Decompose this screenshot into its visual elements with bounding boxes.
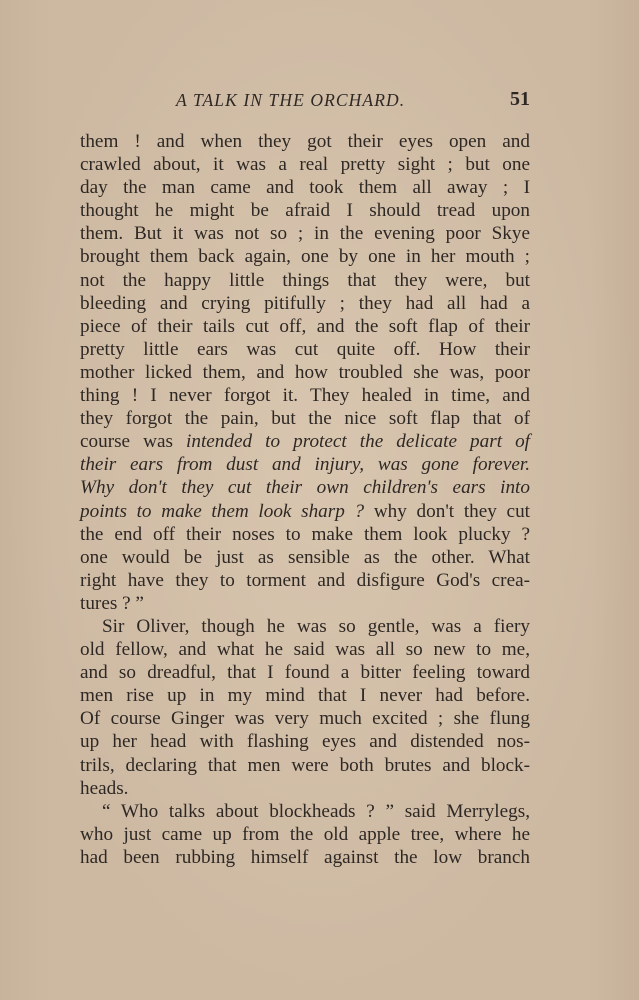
text-run: Sir Oliver, though he was so gentle, was a fiery [102,615,530,637]
text-line [80,453,530,476]
italic-text: intended to protect the delicate part of [186,431,530,453]
text-line [80,407,530,430]
text-line [80,707,530,730]
text-run: up her head with flashing eyes and distended nos- [80,731,530,753]
text-line [80,384,530,407]
text-line [80,638,530,661]
text-run: course was [80,431,187,453]
body-text [80,130,530,869]
text-run: why don't they cut [364,500,530,522]
text-run: piece of their tails cut off, and the soft flap of their [80,315,530,337]
italic-text: their ears from dust and injury, was gone forever. [80,454,530,476]
text-line [80,130,530,153]
text-run: heads. [80,777,129,799]
text-line [80,430,530,453]
text-line [80,199,530,222]
text-line [80,684,530,707]
running-head [80,88,530,118]
text-line [80,476,530,499]
text-run: “ Who talks about blockheads ? ” said Merrylegs, [102,800,530,822]
text-run: bleeding and crying pitifully ; they had all had a [80,292,530,314]
italic-text: points to make them look sharp ? [80,500,365,522]
text-line [80,153,530,176]
text-run: one would be just as sensible as the other. What [80,546,530,568]
text-run: mother licked them, and how troubled she was, poor [80,361,530,383]
text-run: who just came up from the old apple tree, where he [80,823,530,845]
text-line [80,754,530,777]
text-line [80,730,530,753]
text-run: trils, declaring that men were both brutes and block- [80,754,530,776]
text-run: them ! and when they got their eyes open and [80,131,530,152]
text-run: and so dreadful, that I found a bitter feeling toward [80,662,530,684]
text-run: right have they to torment and disfigure God's crea- [80,569,530,591]
page-number: 51 [510,88,530,110]
text-run: had been rubbing himself against the low branch [80,846,530,868]
text-line [80,777,530,800]
text-line [80,592,530,615]
text-run: them. But it was not so ; in the evening poor Skye [80,223,530,245]
text-run: pretty little ears was cut quite off. How their [80,338,530,360]
text-line [80,500,530,523]
running-title: A TALK IN THE ORCHARD. [176,90,406,110]
text-line [80,569,530,592]
text-run: the end off their noses to make them look plucky ? [80,523,530,545]
text-line [80,546,530,569]
text-line [80,245,530,268]
text-line [80,823,530,846]
text-run: day the man came and took them all away ; I [80,177,530,199]
text-line [80,361,530,384]
text-line [80,292,530,315]
text-run: crawled about, it was a real pretty sight ; but one [80,154,530,176]
text-line [80,315,530,338]
text-line [80,800,530,823]
text-run: old fellow, and what he said was all so new to me, [80,639,530,661]
text-line [80,269,530,292]
text-run: thing ! I never forgot it. They healed in time, and [80,385,530,407]
text-line [80,523,530,546]
text-line [80,222,530,245]
text-run: they forgot the pain, but the nice soft flap that of [80,408,530,430]
text-run: tures ? ” [80,592,144,614]
text-run: thought he might be afraid I should tread upon [80,200,530,222]
text-line [80,661,530,684]
text-line [80,338,530,361]
text-run: Of course Ginger was very much excited ; she flung [80,708,530,730]
italic-text: Why don't they cut their own children's ears into [80,477,530,499]
text-run: brought them back again, one by one in her mouth ; [80,246,530,268]
text-line [80,846,530,869]
text-line [80,615,530,638]
text-run: men rise up in my mind that I never had before. [80,685,530,707]
text-run: not the happy little things that they were, but [80,269,530,291]
text-line [80,176,530,199]
